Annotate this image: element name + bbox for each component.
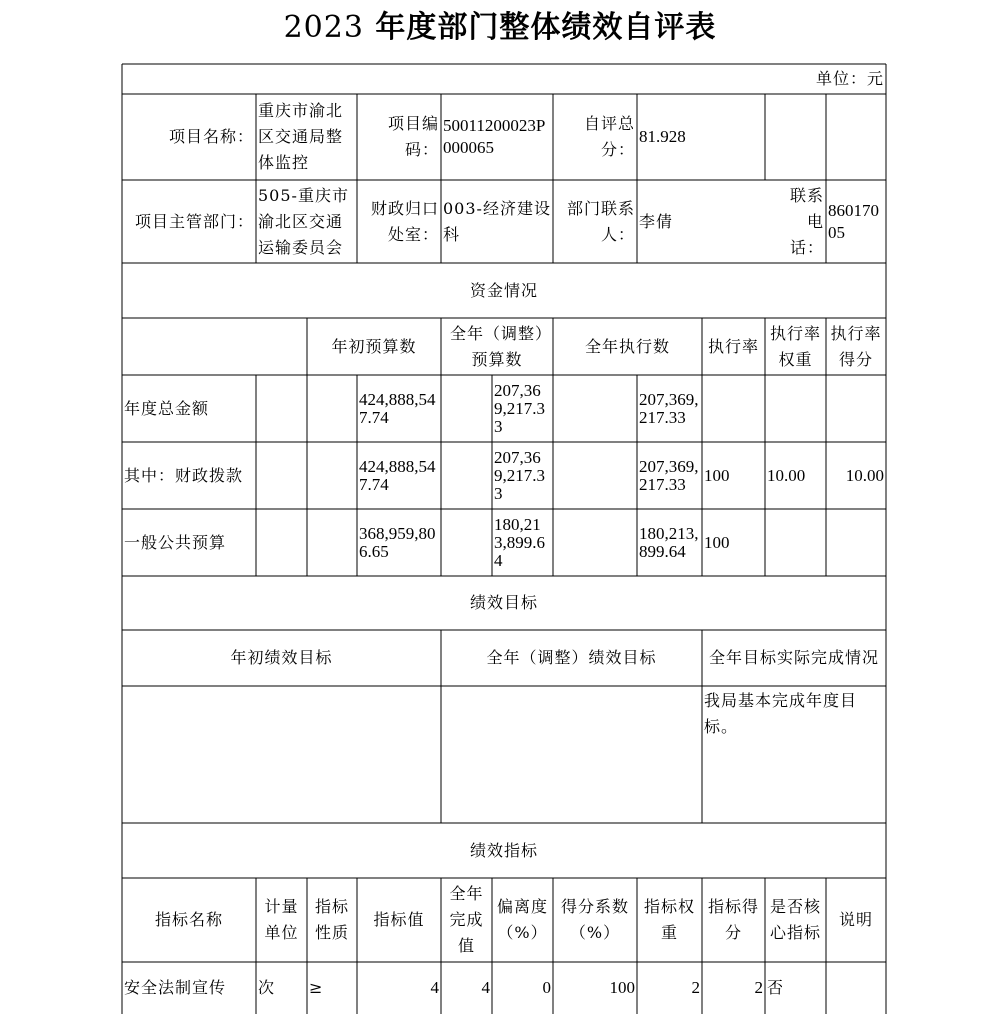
funds-header-executed: 全年执行数 [584,336,670,356]
ind-header-deviation: 偏离度（%） [496,897,548,942]
funds-row-weight [765,375,826,442]
funds-row-executed: 207,369,217.33 [639,389,699,427]
funds-row-score [826,509,886,576]
funds-row-weight: 10.00 [767,465,806,485]
funds-header-rate: 执行率 [707,336,759,356]
ind-row-value: 4 [430,978,439,997]
project-name-value: 重庆市渝北区交通局整体监控 [258,101,344,172]
goals-initial-label: 年初绩效目标 [230,648,333,667]
funds-row-rate: 100 [704,465,730,485]
funds-row-name: 其中：财政拨款 [124,465,244,485]
finance-label: 财政归口处室： [370,198,439,244]
ind-header-unit: 计量单位 [264,897,299,942]
project-name-label: 项目名称： [168,127,254,146]
goals-actual-text: 我局基本完成年度目标。 [704,691,858,736]
ind-row-score: 2 [754,978,763,997]
ind-header-done: 全年完成值 [449,884,484,955]
funds-row-adjusted: 180,213,899.64 [494,514,545,570]
funds-header-initial: 年初预算数 [331,336,417,356]
ind-header-value: 指标值 [373,910,425,929]
dept-label: 项目主管部门： [134,211,254,231]
phone-value: 86017005 [828,200,879,242]
ind-header-coef: 得分系数（%） [560,897,629,942]
unit-label: 单位：元 [815,69,884,88]
funds-row-name: 年度总金额 [124,398,210,418]
page-title: 2023 年度部门整体绩效自评表 [283,10,717,45]
ind-row-coef: 100 [609,978,635,997]
contact-value: 李倩 [639,211,674,231]
funds-row-score [826,375,886,442]
dept-value: 505-重庆市渝北区交通运输委员会 [258,185,349,257]
funds-header-adjusted: 全年（调整）预算数 [449,323,544,369]
self-score-label: 自评总分： [583,114,635,159]
funds-row-score: 10.00 [845,465,884,485]
ind-row-deviation: 0 [542,978,551,997]
funds-row-weight [765,509,826,576]
ind-header-name: 指标名称 [154,910,223,929]
ind-row-unit: 次 [258,978,276,997]
ind-row-weight: 2 [691,978,700,997]
indicators-section-title: 绩效指标 [469,840,538,860]
funds-row-initial: 424,888,547.74 [359,456,436,494]
goals-adjusted-text [441,686,702,823]
ind-header-note: 说明 [838,910,873,929]
contact-label: 部门联系人： [566,198,635,244]
ind-row-nature: ≥ [309,978,324,997]
ind-header-score: 指标得分 [707,897,759,942]
goals-section-title: 绩效目标 [469,593,538,612]
funds-row-executed: 207,369,217.33 [639,456,699,494]
funds-header-weight: 执行率权重 [769,323,821,369]
ind-row-note [826,962,886,1014]
funds-section-title: 资金情况 [469,280,538,300]
ind-row-name: 安全法制宣传 [124,978,227,997]
finance-value: 003-经济建设科 [443,198,551,244]
self-score-value: 81.928 [639,127,686,146]
funds-header-score: 执行率得分 [830,323,882,369]
funds-row-adjusted: 207,369,217.33 [494,380,545,436]
ind-header-weight: 指标权重 [643,897,695,942]
funds-row-rate [702,375,765,442]
ind-header-nature: 指标性质 [314,897,349,942]
funds-row-name: 一般公共预算 [124,532,227,552]
ind-header-core: 是否核心指标 [769,897,821,942]
funds-row-initial: 424,888,547.74 [359,389,436,427]
funds-row-rate: 100 [704,532,730,552]
ind-row-core: 否 [767,978,785,997]
project-code-label: 项目编码： [387,114,439,159]
goals-adjusted-label: 全年（调整）绩效目标 [486,648,657,667]
ind-row-done: 4 [481,978,490,997]
funds-row-initial: 368,959,806.65 [359,523,436,561]
funds-row-executed: 180,213,899.64 [639,523,699,561]
goals-actual-label: 全年目标实际完成情况 [708,648,879,667]
goals-initial-text [122,686,441,823]
phone-label: 联系电话： [790,185,825,257]
funds-row-adjusted: 207,369,217.33 [494,447,545,503]
project-code-value: 50011200023P000065 [443,116,546,157]
